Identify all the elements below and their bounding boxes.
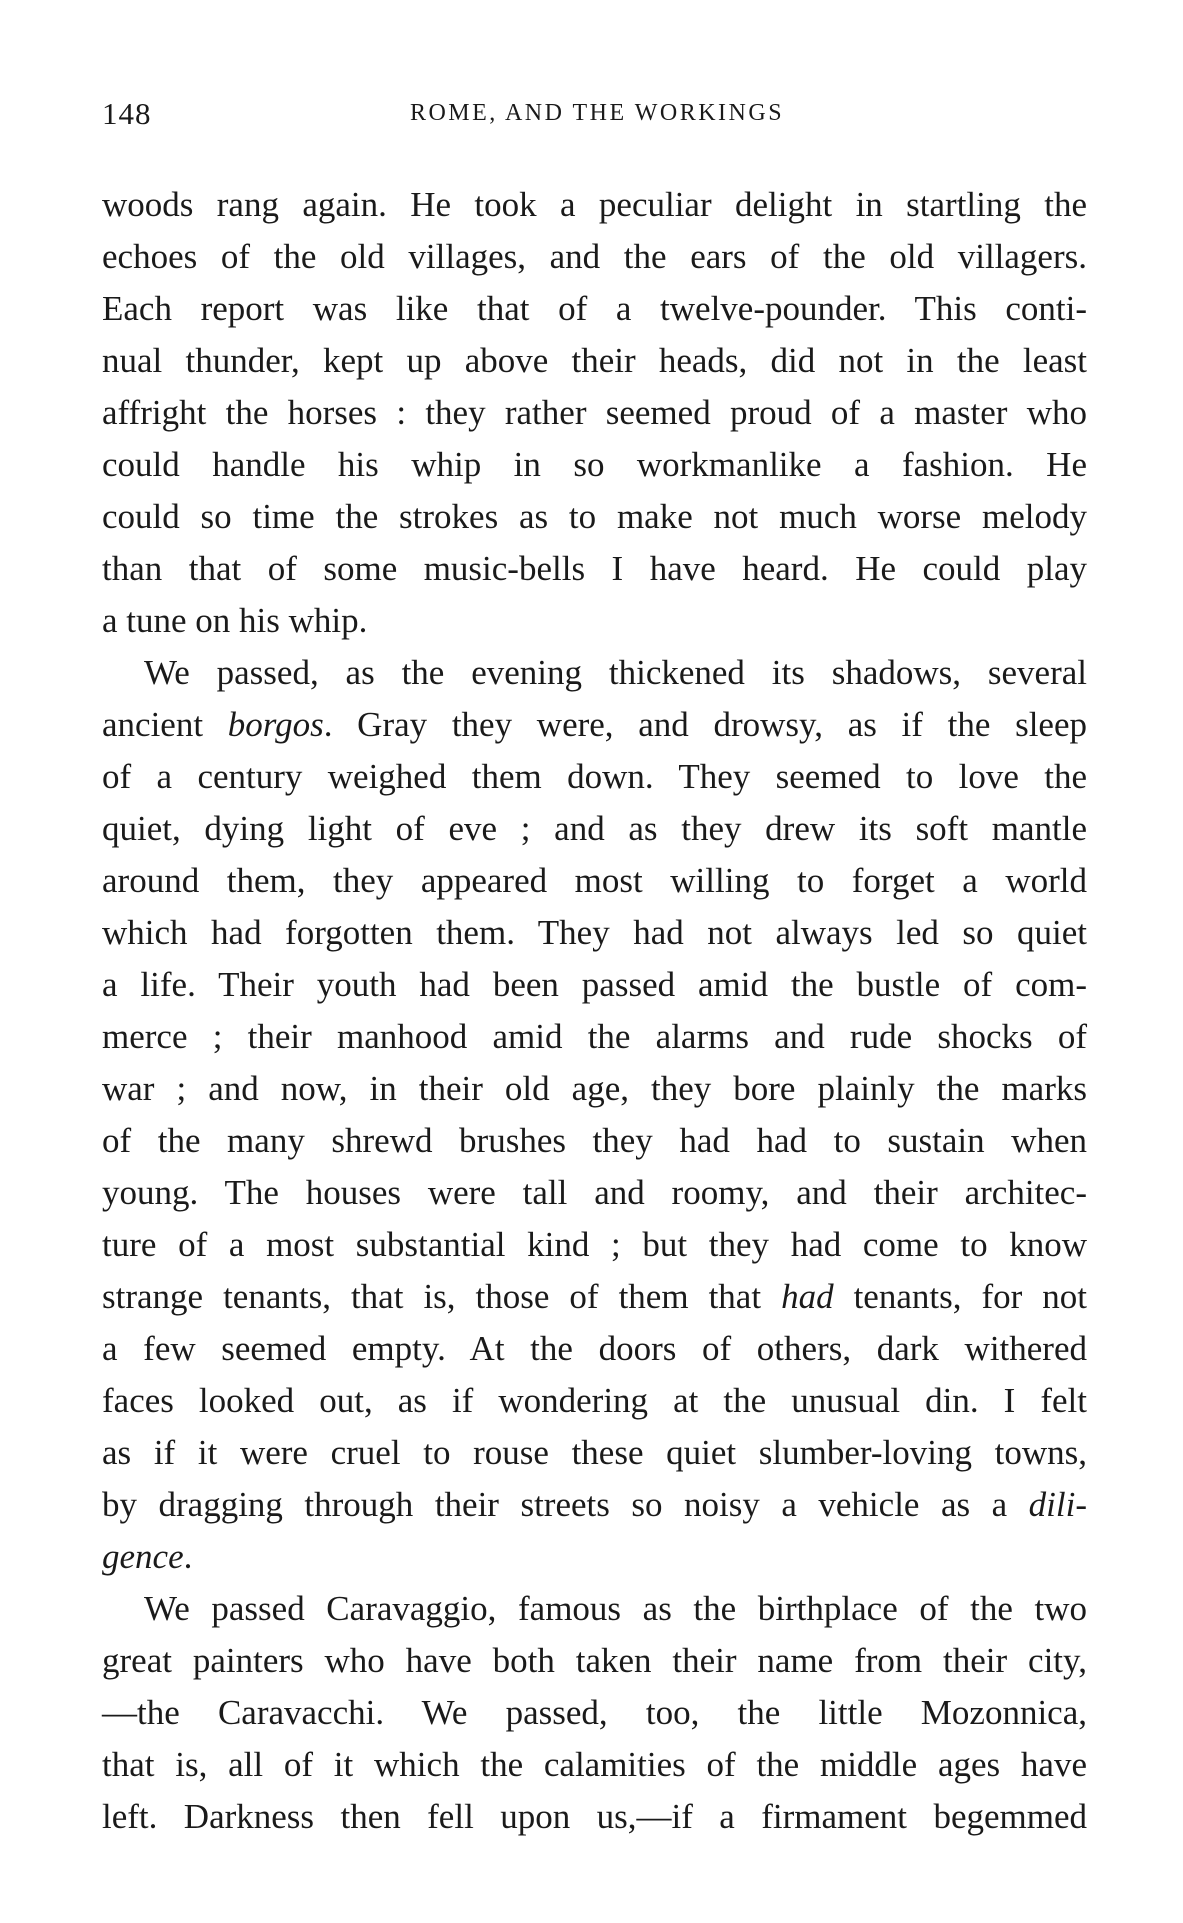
running-title: ROME, AND THE WORKINGS [409,100,785,126]
text-line: quiet, dying light of eve ; and as they drew its soft mantle [102,809,1087,848]
text-line: which had forgotten them. They had not always led so quiet [102,913,1087,952]
text-line: strange tenants, that is, those of them that had tenants, for not [102,1277,1087,1316]
text-line: young. The houses were tall and roomy, and their architec- [102,1173,1087,1212]
text-line: merce ; their manhood amid the alarms and rude shocks of [102,1017,1087,1056]
text-line: —the Caravacchi. We passed, too, the little Mozonnica, [102,1693,1087,1732]
text-line: that is, all of it which the calamities of the middle ages have [102,1745,1087,1784]
text-line: war ; and now, in their old age, they bore plainly the marks [102,1069,1087,1108]
text-line: around them, they appeared most willing to forget a world [102,861,1087,900]
text-line: nual thunder, kept up above their heads, did not in the least [102,341,1087,380]
body-text [102,179,1087,1843]
text-line: a life. Their youth had been passed amid the bustle of com- [102,965,1087,1004]
text-line: Each report was like that of a twelve-pounder. This conti- [102,289,1087,328]
text-line: a few seemed empty. At the doors of others, dark withered [102,1329,1087,1368]
text-line: We passed Caravaggio, famous as the birthplace of the two [144,1589,1087,1628]
text-line: ture of a most substantial kind ; but they had come to know [102,1225,1087,1264]
text-line: ancient borgos. Gray they were, and drowsy, as if the sleep [102,705,1088,744]
text-line: woods rang again. He took a peculiar delight in startling the [102,185,1087,224]
page-number: 148 [102,96,152,131]
text-line: left. Darkness then fell upon us,—if a firmament begemmed [102,1797,1087,1836]
text-line: than that of some music-bells I have heard. He could play [102,549,1087,588]
text-line: could so time the strokes as to make not much worse melody [102,497,1087,536]
text-line: great painters who have both taken their name from their city, [102,1641,1087,1680]
text-line: faces looked out, as if wondering at the unusual din. I felt [102,1381,1087,1420]
text-line: by dragging through their streets so noisy a vehicle as a dili- [102,1485,1087,1524]
text-line: echoes of the old villages, and the ears of the old villagers. [102,237,1087,276]
text-line: of the many shrewd brushes they had had to sustain when [102,1121,1087,1160]
text-line: could handle his whip in so workmanlike a fashion. He [102,445,1087,484]
text-line: of a century weighed them down. They seemed to love the [102,757,1087,796]
text-line: a tune on his whip. [102,601,368,640]
text-line: as if it were cruel to rouse these quiet slumber-loving towns, [102,1433,1087,1472]
text-line: affright the horses : they rather seemed proud of a master who [102,393,1087,432]
text-line: We passed, as the evening thickened its shadows, several [144,653,1087,692]
page-header [102,96,1092,136]
text-line: gence. [102,1537,193,1576]
